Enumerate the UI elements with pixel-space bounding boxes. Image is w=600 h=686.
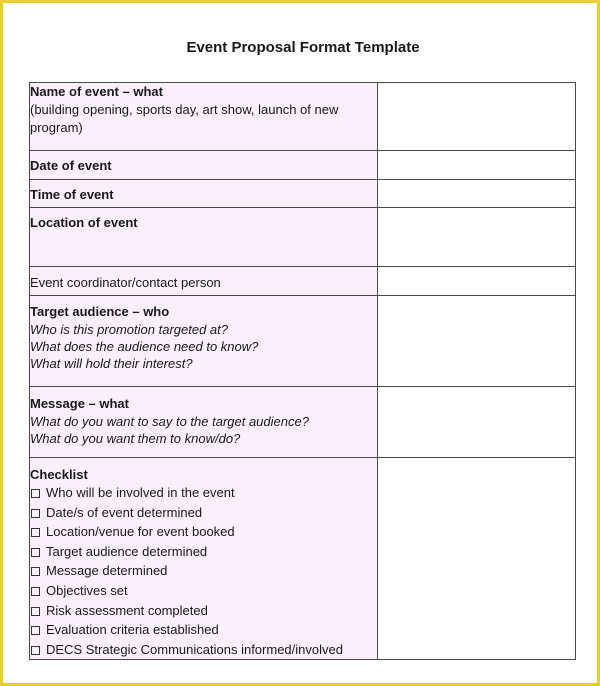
checklist-cell xyxy=(30,458,378,660)
row-heading: Name of event xyxy=(30,84,119,99)
row-heading: Target audience xyxy=(30,304,129,319)
name-of-event-input[interactable] xyxy=(378,83,576,151)
table-row xyxy=(30,296,576,387)
checkbox-icon[interactable] xyxy=(31,489,40,498)
checklist-item: Target audience determined xyxy=(30,542,377,562)
row-prompt: What do you want to say to the target audience? xyxy=(30,414,309,429)
checklist-item: Who will be involved in the event xyxy=(30,483,377,503)
row-heading: Date of event xyxy=(30,158,112,173)
row-heading-suffix: – what xyxy=(118,84,163,99)
row-prompt: What does the audience need to know? xyxy=(30,339,259,354)
checklist-item: Message determined xyxy=(30,561,377,581)
page-title: Event Proposal Format Template xyxy=(186,39,420,56)
checklist-item: Risk assessment completed xyxy=(30,601,377,621)
checkbox-icon[interactable] xyxy=(31,626,40,635)
table-row xyxy=(30,151,576,180)
table-row xyxy=(30,180,576,208)
location-of-event-cell xyxy=(30,208,378,267)
row-label: Event coordinator/contact person xyxy=(30,275,221,290)
checkbox-icon[interactable] xyxy=(31,567,40,576)
checklist-item: DECS Strategic Communications informed/involved xyxy=(30,640,377,660)
row-prompt: Who is this promotion targeted at? xyxy=(30,322,228,337)
checklist-item: Location/venue for event booked xyxy=(30,522,377,542)
checklist-input[interactable] xyxy=(378,458,576,660)
time-of-event-input[interactable] xyxy=(378,180,576,208)
event-coordinator-cell xyxy=(30,267,378,296)
row-heading-suffix: – what xyxy=(84,396,129,411)
table-row xyxy=(30,83,576,151)
message-input[interactable] xyxy=(378,387,576,458)
checklist-item: Evaluation criteria established xyxy=(30,620,377,640)
checklist-item: Date/s of event determined xyxy=(30,503,377,523)
table-row xyxy=(30,458,576,660)
row-description: (building opening, sports day, art show, launch of new program) xyxy=(30,102,339,135)
row-heading-suffix: – who xyxy=(128,304,170,319)
checkbox-icon[interactable] xyxy=(31,509,40,518)
date-of-event-input[interactable] xyxy=(378,151,576,180)
row-prompt: What do you want them to know/do? xyxy=(30,431,241,446)
date-of-event-cell xyxy=(30,151,378,180)
checkbox-icon[interactable] xyxy=(31,646,40,655)
checkbox-icon[interactable] xyxy=(31,528,40,537)
target-audience-input[interactable] xyxy=(378,296,576,387)
event-coordinator-input[interactable] xyxy=(378,267,576,296)
name-of-event-cell xyxy=(30,83,378,151)
table-row xyxy=(30,387,576,458)
row-prompt: What will hold their interest? xyxy=(30,356,193,371)
proposal-form-table xyxy=(29,82,576,660)
checklist-heading: Checklist xyxy=(30,467,88,482)
location-of-event-input[interactable] xyxy=(378,208,576,267)
time-of-event-cell xyxy=(30,180,378,208)
table-row xyxy=(30,208,576,267)
row-heading: Time of event xyxy=(30,187,114,202)
target-audience-cell xyxy=(30,296,378,387)
checkbox-icon[interactable] xyxy=(31,587,40,596)
row-heading: Location of event xyxy=(30,215,138,230)
checklist-item: Objectives set xyxy=(30,581,377,601)
table-row xyxy=(30,267,576,296)
checkbox-icon[interactable] xyxy=(31,607,40,616)
message-cell xyxy=(30,387,378,458)
row-heading: Message xyxy=(30,396,85,411)
checkbox-icon[interactable] xyxy=(31,548,40,557)
